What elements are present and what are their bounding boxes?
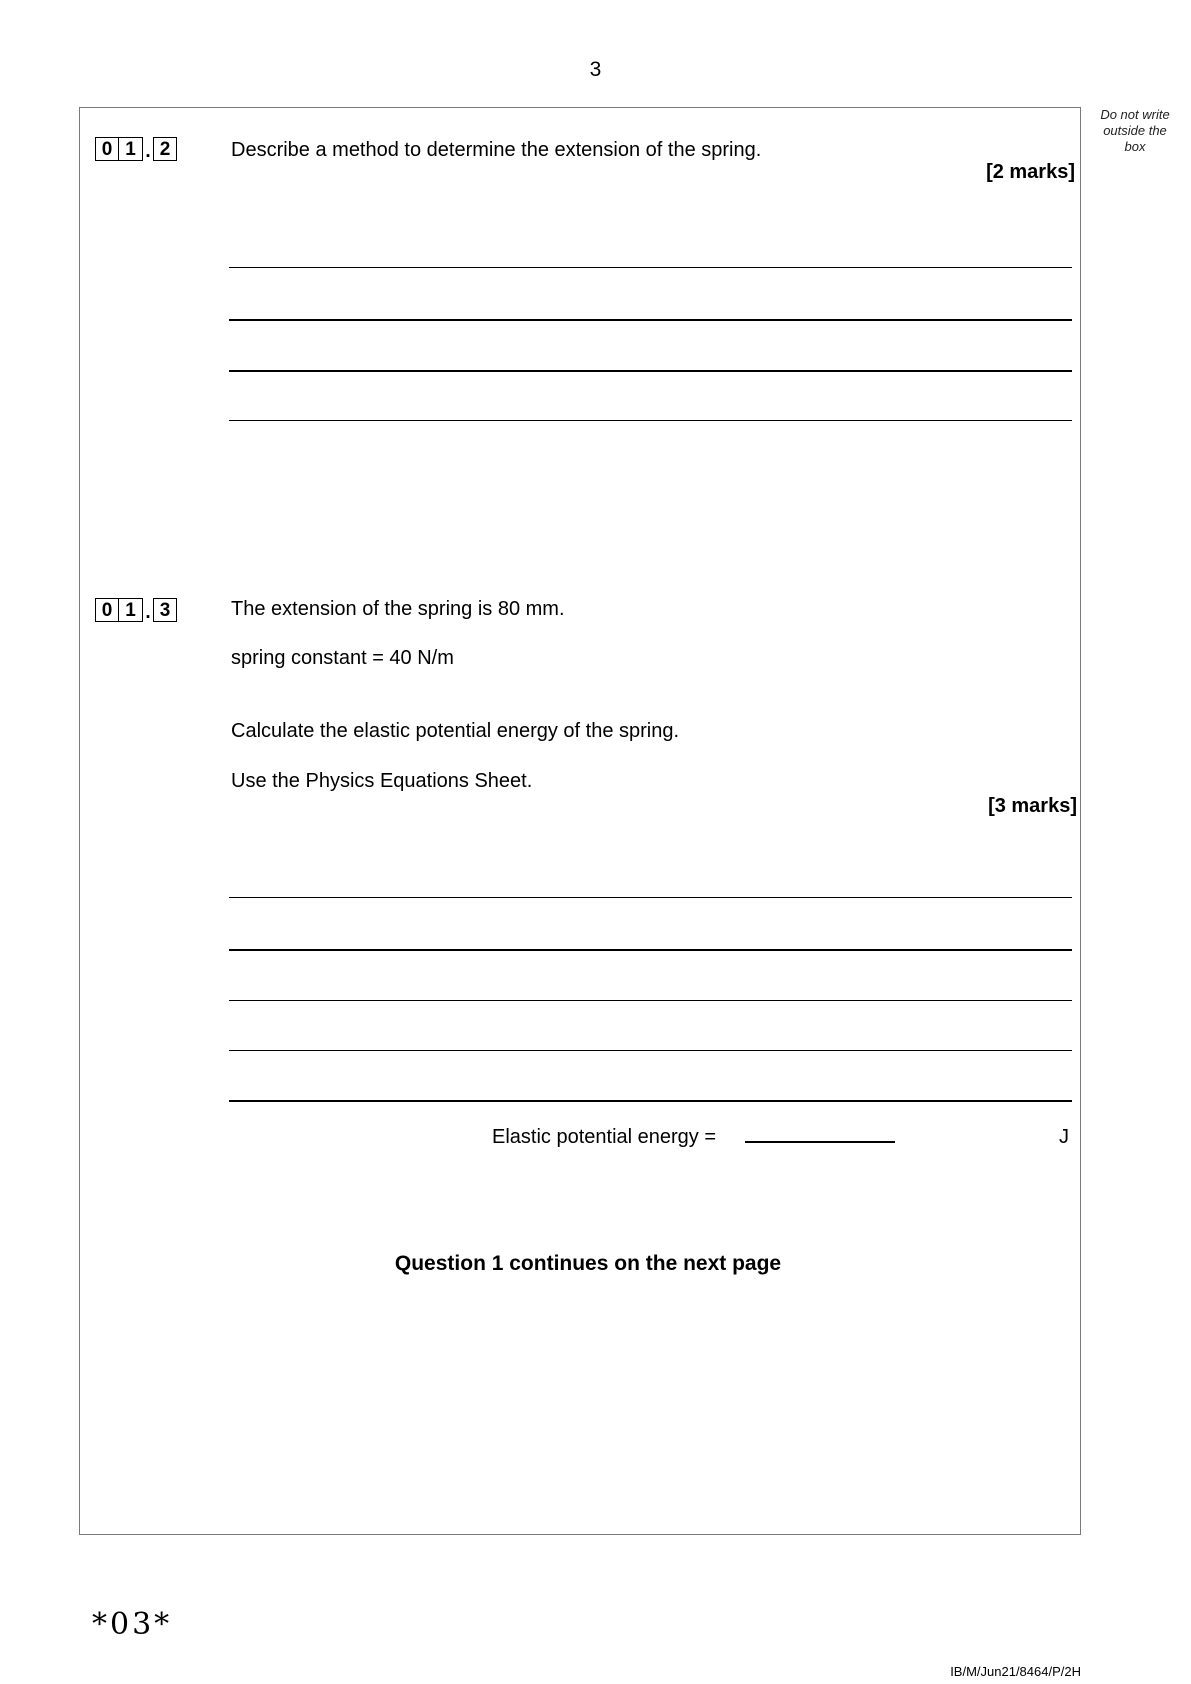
question-text: Use the Physics Equations Sheet.: [231, 770, 533, 792]
answer-line[interactable]: [229, 420, 1072, 421]
question-text: Describe a method to determine the extension of the spring.: [231, 139, 762, 161]
question-number-01-2: [95, 137, 177, 161]
answer-line[interactable]: [229, 1050, 1072, 1051]
answer-line[interactable]: [229, 370, 1072, 372]
answer-blank[interactable]: [745, 1141, 895, 1143]
question-text: spring constant = 40 N/m: [231, 647, 454, 669]
page-barcode-id: *03*: [92, 1607, 173, 1642]
answer-line[interactable]: [229, 319, 1072, 321]
question-part: 3: [153, 598, 177, 622]
answer-line[interactable]: [229, 949, 1072, 951]
answer-line[interactable]: [229, 267, 1072, 268]
continues-note: Question 1 continues on the next page: [394, 1252, 782, 1275]
question-separator: .: [145, 141, 151, 162]
question-separator: .: [145, 602, 151, 623]
answer-box-frame: [79, 107, 1081, 1535]
answer-line[interactable]: [229, 897, 1072, 898]
answer-label: Elastic potential energy =: [492, 1126, 717, 1148]
answer-line[interactable]: [229, 1000, 1072, 1001]
page-number: 3: [589, 58, 602, 81]
question-digit: 0: [95, 137, 119, 161]
question-digit: 1: [119, 137, 143, 161]
question-part: 2: [153, 137, 177, 161]
question-digit: 1: [119, 598, 143, 622]
answer-line[interactable]: [229, 1100, 1072, 1102]
paper-reference: IB/M/Jun21/8464/P/2H: [950, 1664, 1081, 1679]
marks-label: [2 marks]: [986, 161, 1075, 183]
marks-label: [3 marks]: [988, 795, 1077, 817]
question-text: The extension of the spring is 80 mm.: [231, 598, 565, 620]
question-digit: 0: [95, 598, 119, 622]
margin-note: Do not write outside the box: [1100, 107, 1170, 154]
answer-unit: J: [1059, 1126, 1069, 1148]
question-text: Calculate the elastic potential energy of the spring.: [231, 720, 680, 742]
question-number-01-3: [95, 598, 177, 622]
